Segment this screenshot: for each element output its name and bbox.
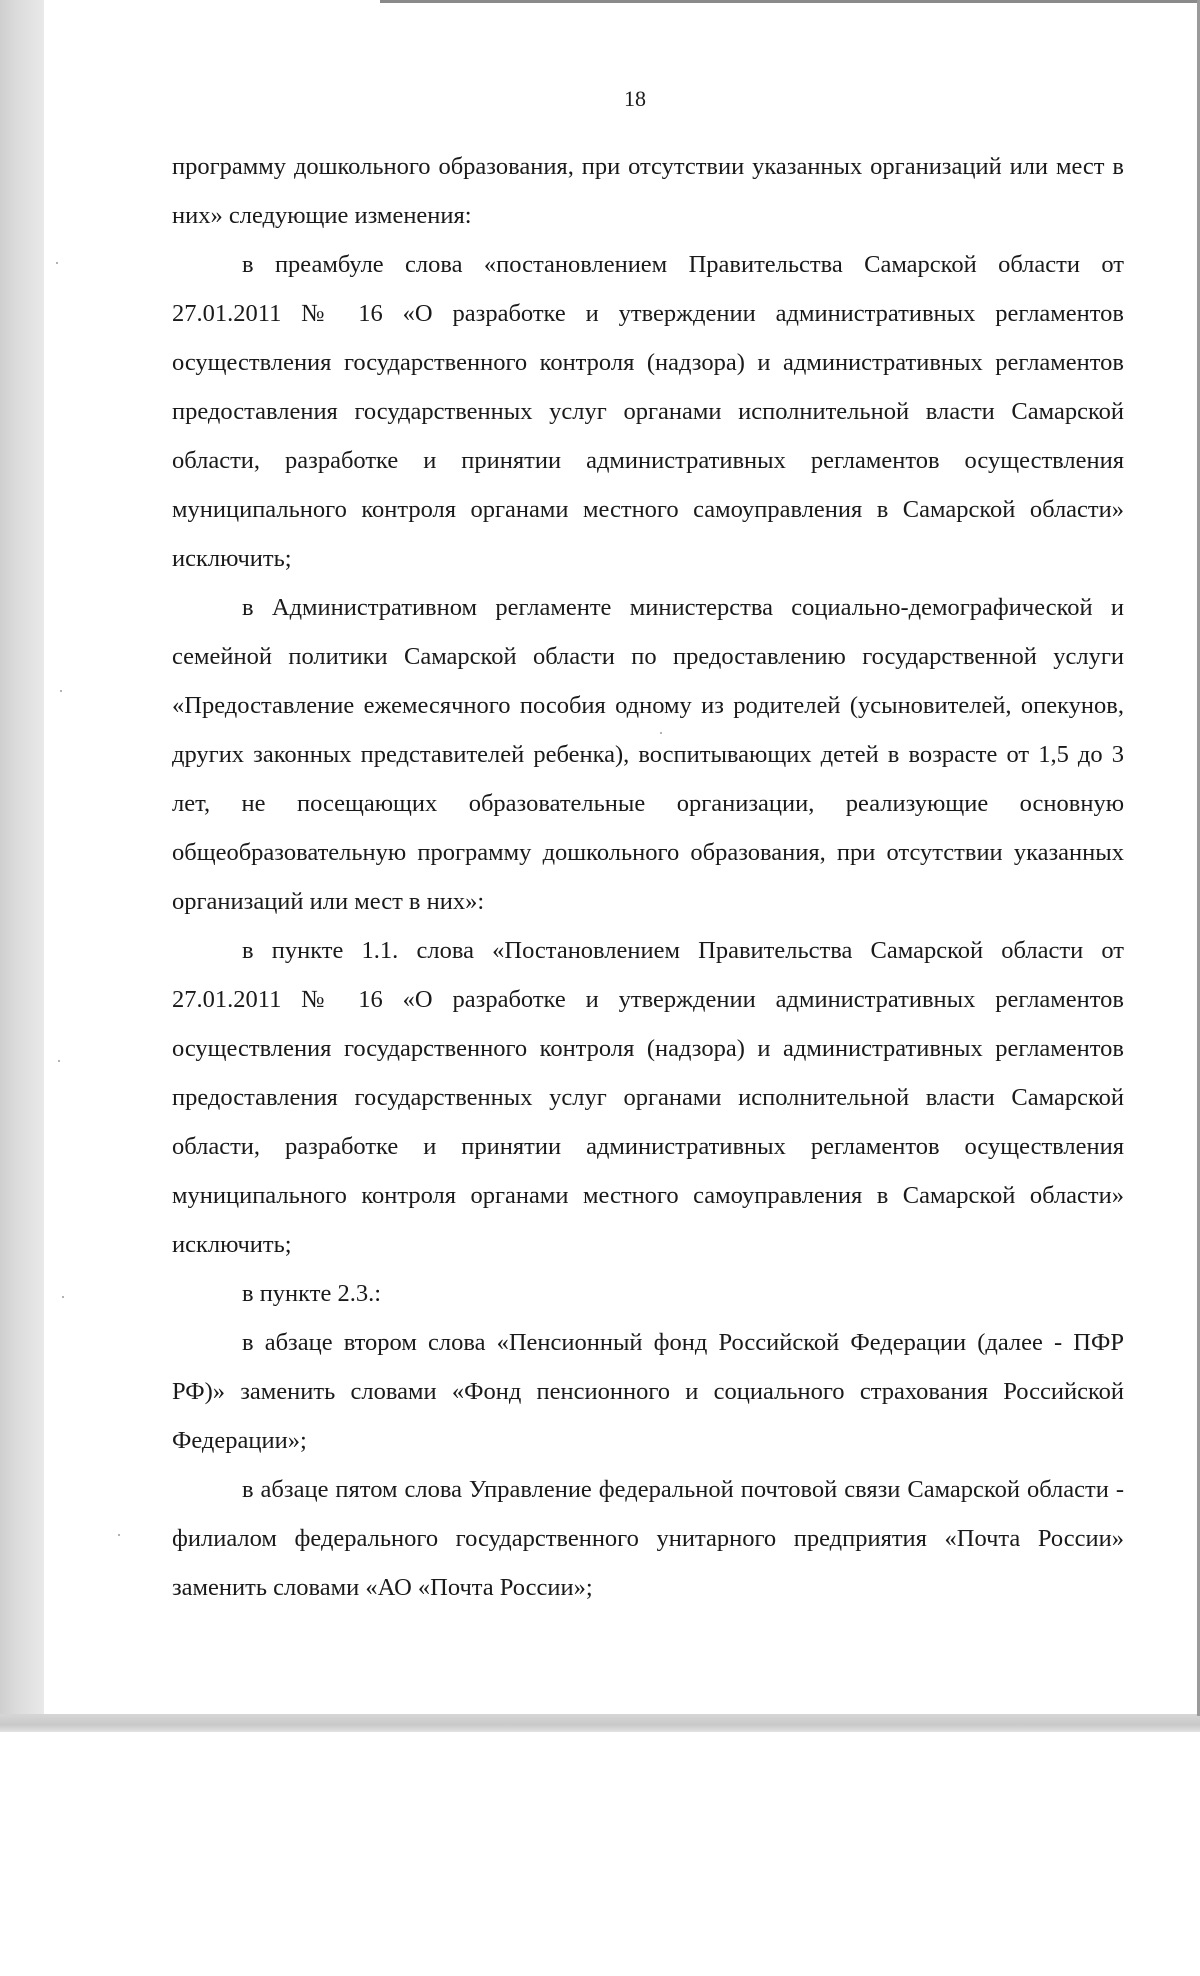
page-number: 18	[624, 86, 646, 111]
paragraph-clause-2-3: в пункте 2.3.:	[242, 1280, 382, 1307]
scan-speck	[56, 262, 58, 264]
paragraph-fifth-subclause: в абзаце пятом слова Управление федеральной почтовой связи Самарской области - филиалом федерального государственного унитарного предприятия «Почта России» заменить словами «АО «Почта России»;	[172, 1476, 1124, 1601]
paragraph-second-subclause: в абзаце втором слова «Пенсионный фонд Российской Федерации (далее - ПФР РФ)» заменить словами «Фонд пенсионного и социального страхования Российской Федерации»;	[172, 1329, 1124, 1454]
scan-top-edge	[380, 0, 1200, 3]
paragraph-preamble: в преамбуле слова «постановлением Правительства Самарской области от 27.01.2011 № 16 «О разработке и утверждении административных регламентов осуществления государственного контроля (надзора) и административных регламентов предоставления государственных услуг органами исполнительной власти Самарской области, разработке и принятии административных регламентов осуществления муниципального контроля органами местного самоуправления в Самарской области» исключить;	[172, 251, 1124, 572]
paragraph-clause-1-1: в пункте 1.1. слова «Постановлением Правительства Самарской области от 27.01.2011 № 16 «О разработке и утверждении административных регламентов осуществления государственного контроля (надзора) и административных регламентов предоставления государственных услуг органами исполнительной власти Самарской области, разработке и принятии административных регламентов осуществления муниципального контроля органами местного самоуправления в Самарской области» исключить;	[172, 937, 1124, 1258]
scan-speck	[118, 1534, 120, 1536]
scan-speck	[60, 690, 62, 692]
paragraph-admin-regulation: в Административном регламенте министерства социально-демографической и семейной политики Самарской области по предоставлению государственной услуги «Предоставление ежемесячного пособия одному из родителей (усыновителей, опекунов, других законных представителей ребенка), воспитывающих детей в возрасте от 1,5 до 3 лет, не посещающих образовательные организации, реализующие основную общеобразовательную программу дошкольного образования, при отсутствии указанных организаций или мест в них»:	[172, 594, 1124, 915]
scan-bottom-shadow	[0, 1714, 1200, 1732]
scan-speck	[58, 1060, 60, 1062]
scan-speck	[62, 1296, 64, 1298]
paragraph-continuation: программу дошкольного образования, при отсутствии указанных организаций или мест в них» следующие изменения:	[172, 153, 1124, 229]
document-page	[172, 80, 1124, 1612]
scan-left-shadow	[0, 0, 44, 1730]
